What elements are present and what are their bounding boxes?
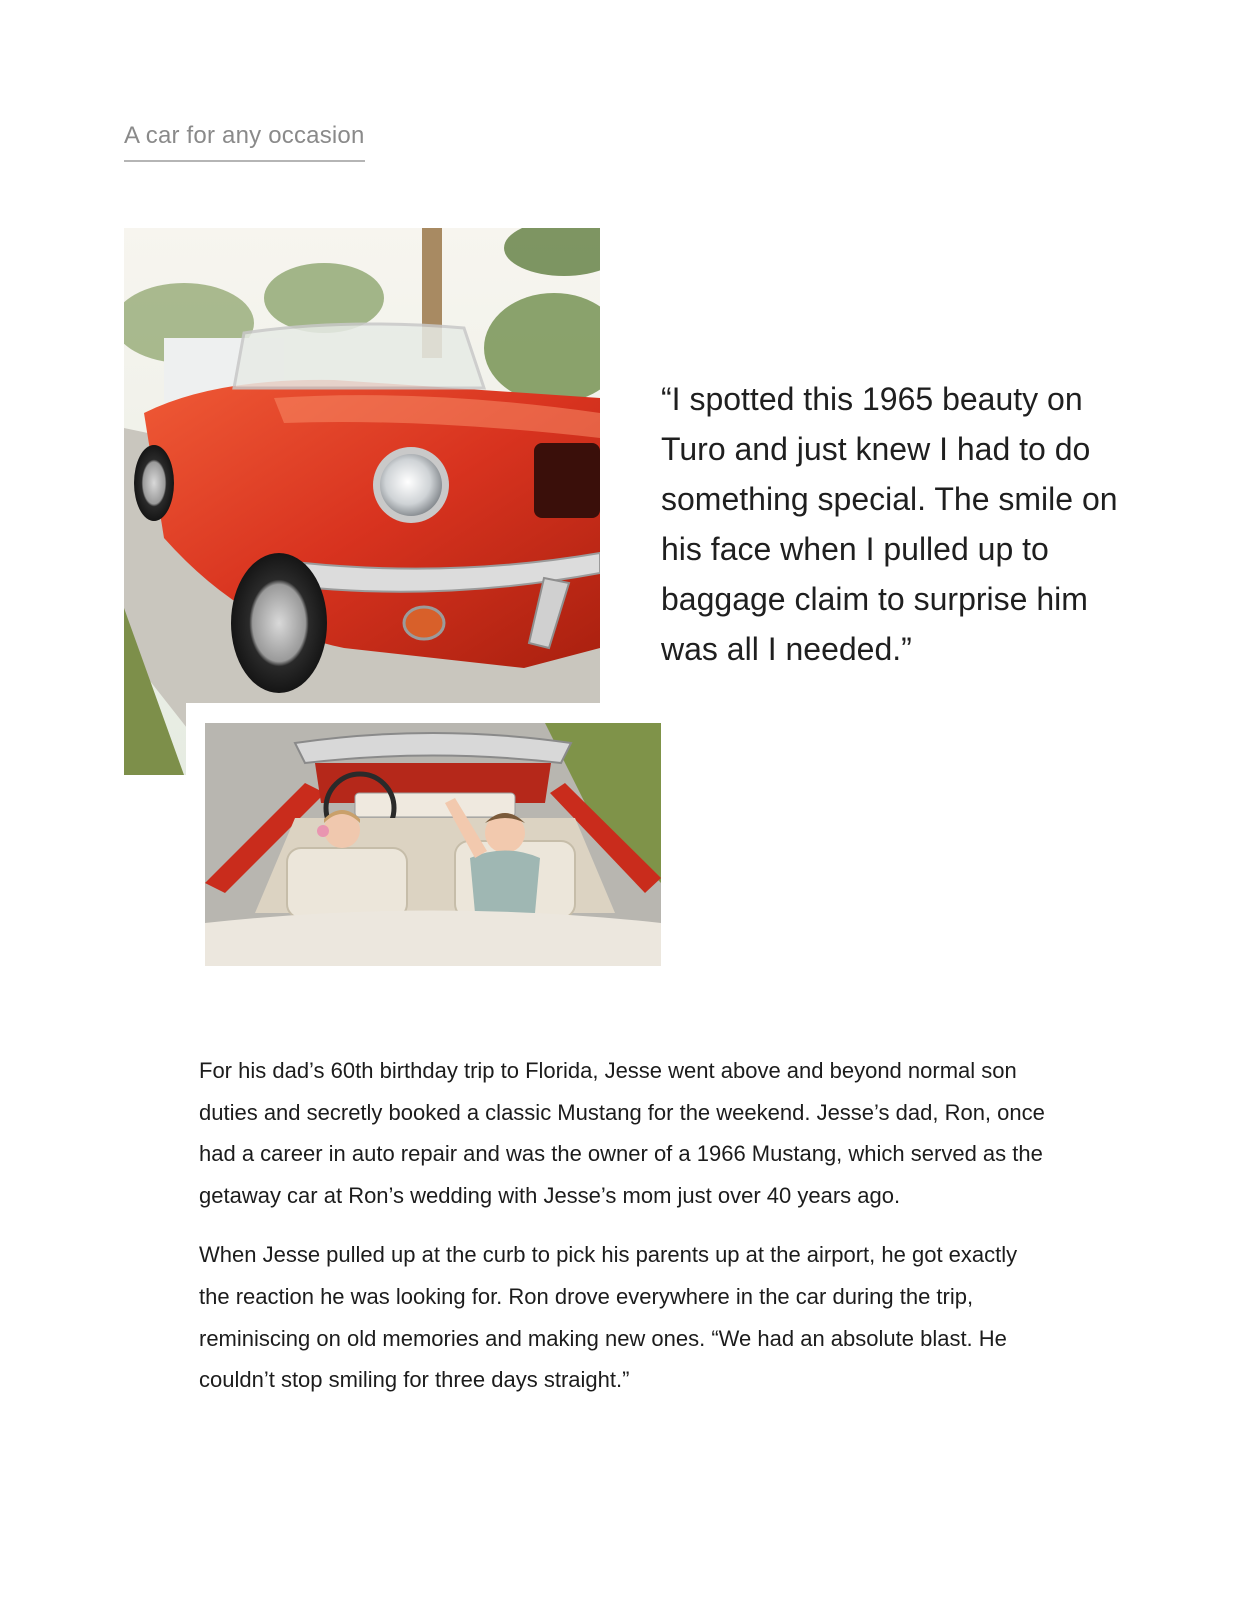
pull-quote: “I spotted this 1965 beauty on Turo and just knew I had to do something special. The smile on his face when I pulled up to baggage claim to surprise him was all I needed.” [661, 381, 1118, 667]
article-body [199, 1050, 1049, 1419]
kids-in-car-illustration [205, 723, 661, 966]
kids-in-car-photo [205, 723, 661, 966]
car-front-illustration [124, 228, 600, 775]
body-paragraph: For his dad’s 60th birthday trip to Florida, Jesse went above and beyond normal son duties and secretly booked a classic Mustang for the weekend. Jesse’s dad, Ron, once had a career in auto repair and was the owner of a 1966 Mustang, which served as the getaway car at Ron’s wedding with Jesse’s mom just over 40 years ago. [199, 1058, 1045, 1208]
body-paragraph: When Jesse pulled up at the curb to pick his parents up at the airport, he got exactly the reaction he was looking for. Ron drove everywhere in the car during the trip, reminiscing on old memories and making new ones. “We had an absolute blast. He couldn’t stop smiling for three days straight.” [199, 1242, 1018, 1393]
section-label: A car for any occasion [124, 122, 365, 162]
car-front-photo [124, 228, 600, 775]
